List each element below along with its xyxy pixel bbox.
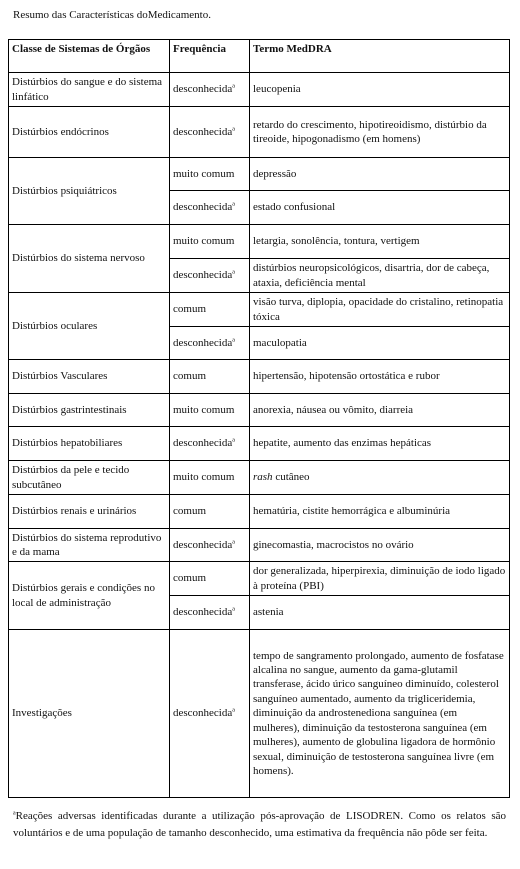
table-row bbox=[9, 394, 510, 427]
footnote-marker: a bbox=[232, 269, 235, 276]
term-italic: rash bbox=[253, 471, 273, 484]
term-cell: leucopenia bbox=[250, 73, 510, 107]
table-row bbox=[9, 293, 510, 327]
term-cell: letargia, sonolência, tontura, vertigem bbox=[250, 225, 510, 259]
header-meddra-term: Termo MedDRA bbox=[250, 40, 510, 73]
table-row bbox=[9, 225, 510, 259]
frequency-cell: desconhecida$^a$ bbox=[170, 259, 250, 293]
table-row bbox=[9, 630, 510, 798]
header-frequency: Frequência bbox=[170, 40, 250, 73]
term-cell: rash cutâneo bbox=[250, 461, 510, 495]
table-row bbox=[9, 427, 510, 461]
footnote-marker: a bbox=[232, 437, 235, 444]
term-cell: tempo de sangramento prolongado, aumento de fosfatase alcalina no sangue, aumento da gama-glutamil transferase, ácido úrico sanguíneo diminuído, colesterol sanguíneo aumentado, aumento da trigliceridemia, diminuição da androstenediona sanguínea (em mulheres), diminuição da testosterona sanguínea (em mulheres), aumento de globulina ligadora de hormônio sexual, diminuição de testosterona sanguínea livre (em homens). bbox=[250, 630, 510, 798]
soc-cell: Distúrbios do sangue e do sistema linfático bbox=[9, 73, 170, 107]
table-row bbox=[9, 158, 510, 191]
footnote-marker: a bbox=[232, 539, 235, 546]
soc-cell: Distúrbios da pele e tecido subcutâneo bbox=[9, 461, 170, 495]
term-cell: depressão bbox=[250, 158, 510, 191]
footnote-marker: a bbox=[232, 83, 235, 90]
frequency-cell: muito comum bbox=[170, 461, 250, 495]
frequency-cell: comum bbox=[170, 293, 250, 327]
term-cell: ginecomastia, macrocistos no ovário bbox=[250, 529, 510, 562]
frequency-cell: desconhecida$^a$ bbox=[170, 327, 250, 360]
frequency-cell: muito comum bbox=[170, 225, 250, 259]
term-cell: dor generalizada, hiperpirexia, diminuição de iodo ligado à proteína (PBI) bbox=[250, 562, 510, 596]
table-row bbox=[9, 461, 510, 495]
frequency-cell: desconhecida$^a$ bbox=[170, 191, 250, 225]
footnote-marker: a bbox=[232, 707, 235, 714]
adverse-reactions-table bbox=[8, 39, 510, 798]
term-cell: distúrbios neuropsicológicos, disartria, dor de cabeça, ataxia, deficiência mental bbox=[250, 259, 510, 293]
soc-cell: Distúrbios gerais e condições no local de administração bbox=[9, 562, 170, 630]
footnote-marker: a bbox=[232, 606, 235, 613]
term-cell: maculopatia bbox=[250, 327, 510, 360]
table-caption: Resumo das Características doMedicamento. bbox=[13, 9, 211, 21]
table-row bbox=[9, 360, 510, 394]
frequency-cell: desconhecida$^a$ bbox=[170, 529, 250, 562]
term-cell: hipertensão, hipotensão ortostática e rubor bbox=[250, 360, 510, 394]
table-row bbox=[9, 73, 510, 107]
footnote-marker: a bbox=[13, 810, 16, 817]
soc-cell: Distúrbios hepatobiliares bbox=[9, 427, 170, 461]
soc-cell: Distúrbios do sistema nervoso bbox=[9, 225, 170, 293]
table-row bbox=[9, 495, 510, 529]
footnote-marker: a bbox=[232, 126, 235, 133]
header-soc: Classe de Sistemas de Órgãos bbox=[9, 40, 170, 73]
frequency-cell: muito comum bbox=[170, 394, 250, 427]
table-header-row bbox=[9, 40, 510, 73]
frequency-cell: desconhecida$^a$ bbox=[170, 596, 250, 630]
frequency-cell: desconhecida$^a$ bbox=[170, 630, 250, 798]
frequency-cell: muito comum bbox=[170, 158, 250, 191]
term-cell: estado confusional bbox=[250, 191, 510, 225]
frequency-cell: comum bbox=[170, 562, 250, 596]
frequency-cell: desconhecida$^a$ bbox=[170, 427, 250, 461]
soc-cell: Distúrbios endócrinos bbox=[9, 107, 170, 158]
soc-cell: Investigações bbox=[9, 630, 170, 798]
soc-cell: Distúrbios oculares bbox=[9, 293, 170, 360]
frequency-cell: comum bbox=[170, 495, 250, 529]
term-cell: retardo do crescimento, hipotireoidismo, distúrbio da tireoide, hipogonadismo (em homens) bbox=[250, 107, 510, 158]
table-row bbox=[9, 562, 510, 596]
soc-cell: Distúrbios renais e urinários bbox=[9, 495, 170, 529]
term-cell: hepatite, aumento das enzimas hepáticas bbox=[250, 427, 510, 461]
term-cell: anorexia, náusea ou vômito, diarreia bbox=[250, 394, 510, 427]
table-row bbox=[9, 107, 510, 158]
soc-cell: Distúrbios do sistema reprodutivo e da mama bbox=[9, 529, 170, 562]
soc-cell: Distúrbios Vasculares bbox=[9, 360, 170, 394]
soc-cell: Distúrbios psiquiátricos bbox=[9, 158, 170, 225]
frequency-cell: desconhecida$^a$ bbox=[170, 107, 250, 158]
footnote-text: Reações adversas identificadas durante a utilização pós-aprovação de LISODREN. Como os relatos são voluntários e de uma população de tamanho desconhecido, uma estimativa da frequência não pôde ser feita. bbox=[13, 810, 506, 839]
term-cell: visão turva, diplopia, opacidade do cristalino, retinopatia tóxica bbox=[250, 293, 510, 327]
footnote bbox=[13, 808, 506, 842]
frequency-cell: desconhecida$^a$ bbox=[170, 73, 250, 107]
term-cell: hematúria, cistite hemorrágica e albuminúria bbox=[250, 495, 510, 529]
term-cell: astenia bbox=[250, 596, 510, 630]
soc-cell: Distúrbios gastrintestinais bbox=[9, 394, 170, 427]
footnote-marker: a bbox=[232, 201, 235, 208]
table-row bbox=[9, 529, 510, 562]
footnote-marker: a bbox=[232, 337, 235, 344]
frequency-cell: comum bbox=[170, 360, 250, 394]
